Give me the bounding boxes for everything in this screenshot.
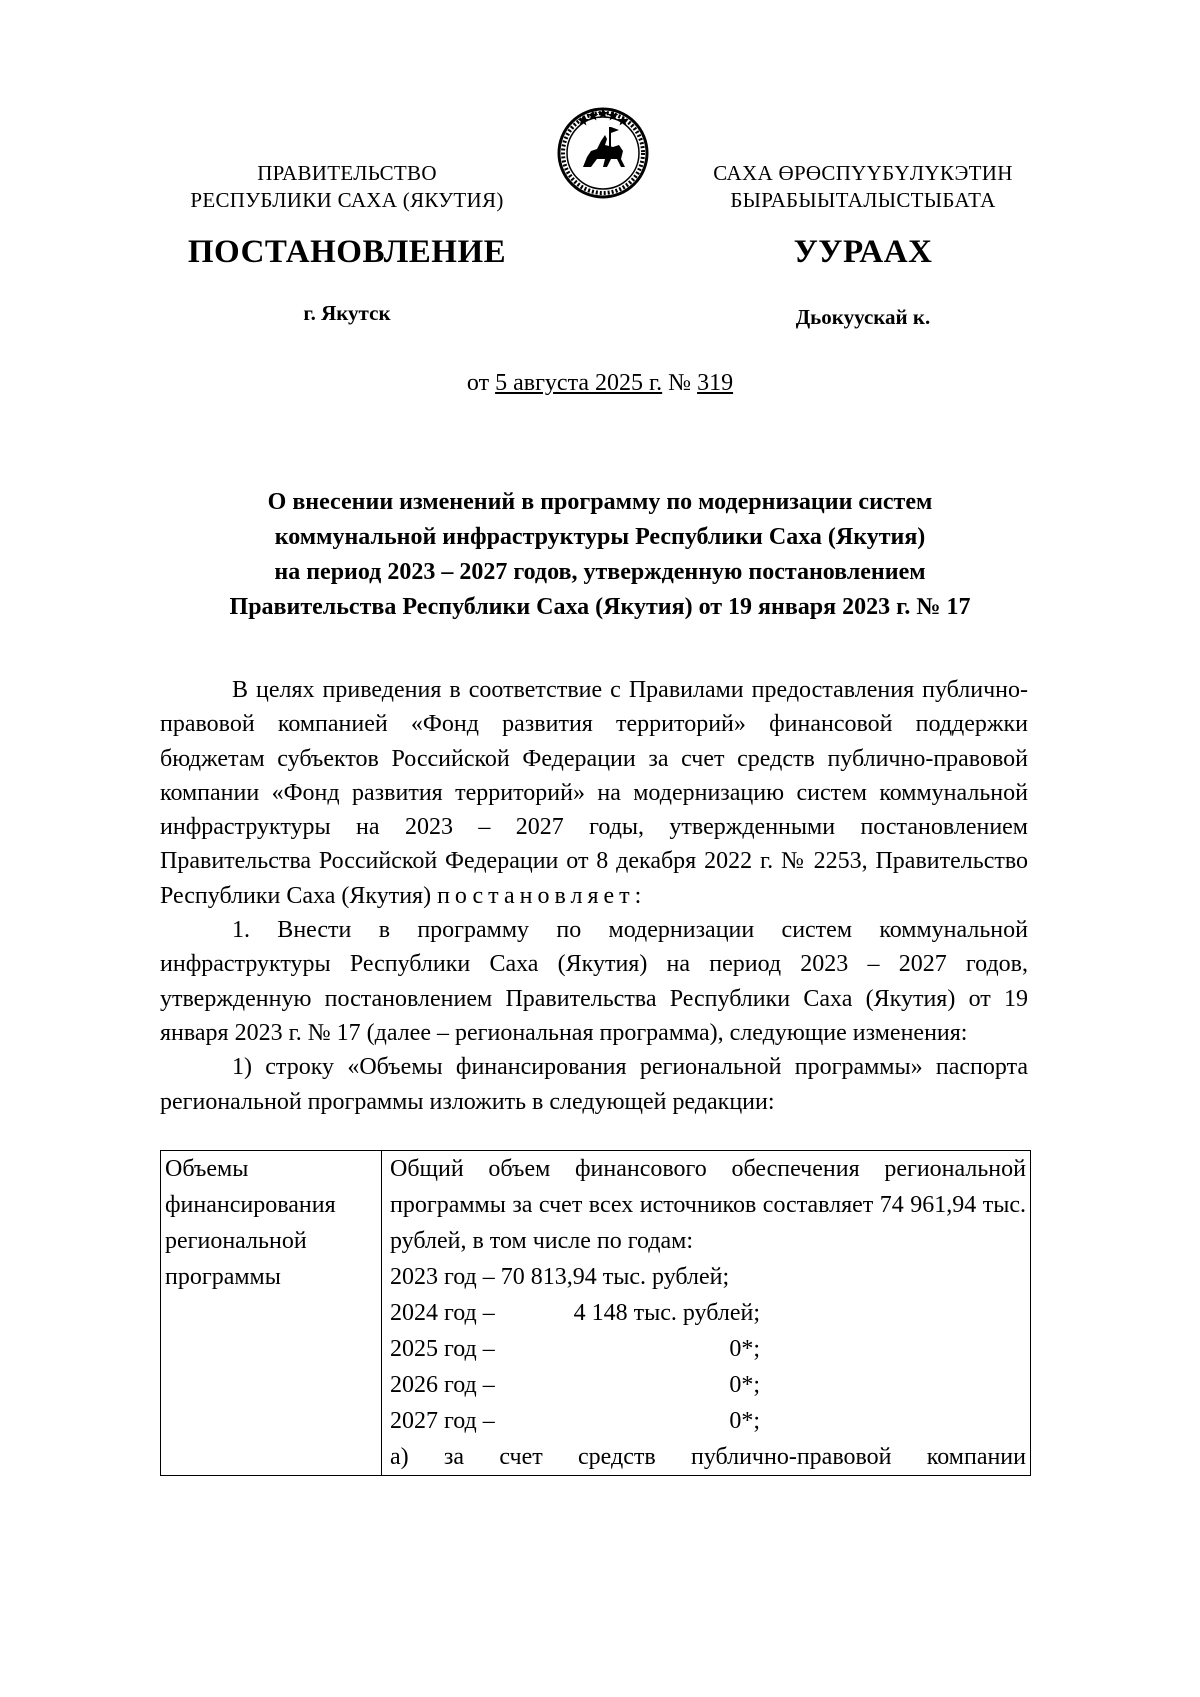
number-sign: № — [668, 370, 692, 396]
city-ru: г. Якутск — [303, 301, 391, 325]
item-1-text: 1. Внести в программу по модернизации систем коммунальной инфраструктуры Республики Саха (Якутия) на период 2023 – 2027 годов, утвержденную постановлением Правительства Республики Саха (Якутия) от 19 января 2023 г. № 17 (далее – региональная программа), следующие изменения: — [160, 917, 1028, 1046]
paragraph-subitem-1 — [160, 1050, 1028, 1119]
table-cell-label — [161, 1151, 382, 1476]
financing-table — [160, 1150, 1031, 1476]
title-line2: коммунальной инфраструктуры Республики Саха (Якутия) — [274, 524, 926, 550]
year-row — [390, 1259, 1026, 1295]
cell-label-line: региональной — [165, 1228, 307, 1254]
year-value: 0*; — [729, 1408, 760, 1434]
document-body — [160, 673, 1028, 1119]
cell-label-line: программы — [165, 1264, 281, 1290]
city-sah: Дьокуускай к. — [795, 305, 931, 329]
cell-label-line: финансирования — [165, 1192, 336, 1218]
title-line3: на период 2023 – 2027 годов, утвержденную постановлением — [274, 559, 926, 585]
year-label: 2023 год – 70 813,94 тыс. рублей; — [390, 1264, 730, 1290]
year-row — [390, 1295, 1026, 1331]
document-title — [160, 485, 1040, 625]
header-left-line1: ПРАВИТЕЛЬСТВО — [257, 161, 437, 185]
document-number: 319 — [697, 370, 734, 396]
document-date: 5 августа 2025 г. — [495, 370, 663, 396]
header-left — [172, 160, 522, 214]
doc-type-ru: ПОСТАНОВЛЕНИЕ — [187, 234, 507, 270]
resolves-text: постановляет: — [437, 882, 647, 909]
coat-of-arms-icon — [553, 101, 653, 206]
table-row — [161, 1151, 1031, 1476]
year-label: 2024 год – — [390, 1300, 495, 1326]
preamble-text: В целях приведения в соответствие с Правилами предоставления публично-правовой компанией «Фонд развития территорий» финансовой поддержки бюджетам субъектов Российской Федерации за счет средств публично-правовой компании «Фонд развития территорий» на модернизацию систем коммунальной инфраструктуры на 2023 – 2027 годы, утвержденными постановлением Правительства Российской Федерации от 8 декабря 2022 г. № 2253, Правительство Республики Саха (Якутия) — [160, 677, 1028, 909]
cell-label-line: Объемы — [165, 1156, 249, 1182]
financing-source-line: а) за счет средств публично-правовой компании — [390, 1444, 1026, 1470]
paragraph-preamble — [160, 673, 1028, 913]
year-value: 4 148 тыс. рублей; — [573, 1300, 760, 1326]
year-row — [390, 1403, 1026, 1439]
year-label: 2025 год – — [390, 1336, 495, 1362]
header-left-line2: РЕСПУБЛИКИ САХА (ЯКУТИЯ) — [190, 188, 504, 212]
date-prefix: от — [466, 370, 490, 396]
year-row — [390, 1367, 1026, 1403]
doc-type-sah: УУРААХ — [793, 234, 933, 270]
table-cell-content — [382, 1151, 1031, 1476]
year-label: 2026 год – — [390, 1372, 495, 1398]
financing-intro: Общий объем финансового обеспечения региональной программы за счет всех источников составляет 74 961,94 тыс. рублей, в том числе по годам: — [390, 1156, 1026, 1254]
year-value: 0*; — [729, 1372, 760, 1398]
paragraph-item-1 — [160, 913, 1028, 1050]
title-line1: О внесении изменений в программу по модернизации систем — [267, 489, 933, 515]
financing-table-wrap — [160, 1150, 1031, 1476]
year-row — [390, 1331, 1026, 1367]
header-right-line1: САХА ӨРӨСПҮҮБҮЛҮКЭТИН — [713, 161, 1013, 185]
date-line — [300, 370, 900, 397]
header-right — [688, 160, 1038, 214]
header-right-line2: БЫРАБЫЫТАЛЫСТЫБАТА — [730, 188, 996, 212]
year-value: 0*; — [729, 1336, 760, 1362]
year-label: 2027 год – — [390, 1408, 495, 1434]
title-line4: Правительства Республики Саха (Якутия) от 19 января 2023 г. № 17 — [229, 594, 971, 620]
subitem-1-text: 1) строку «Объемы финансирования региональной программы» паспорта региональной программы изложить в следующей редакции: — [160, 1054, 1028, 1115]
